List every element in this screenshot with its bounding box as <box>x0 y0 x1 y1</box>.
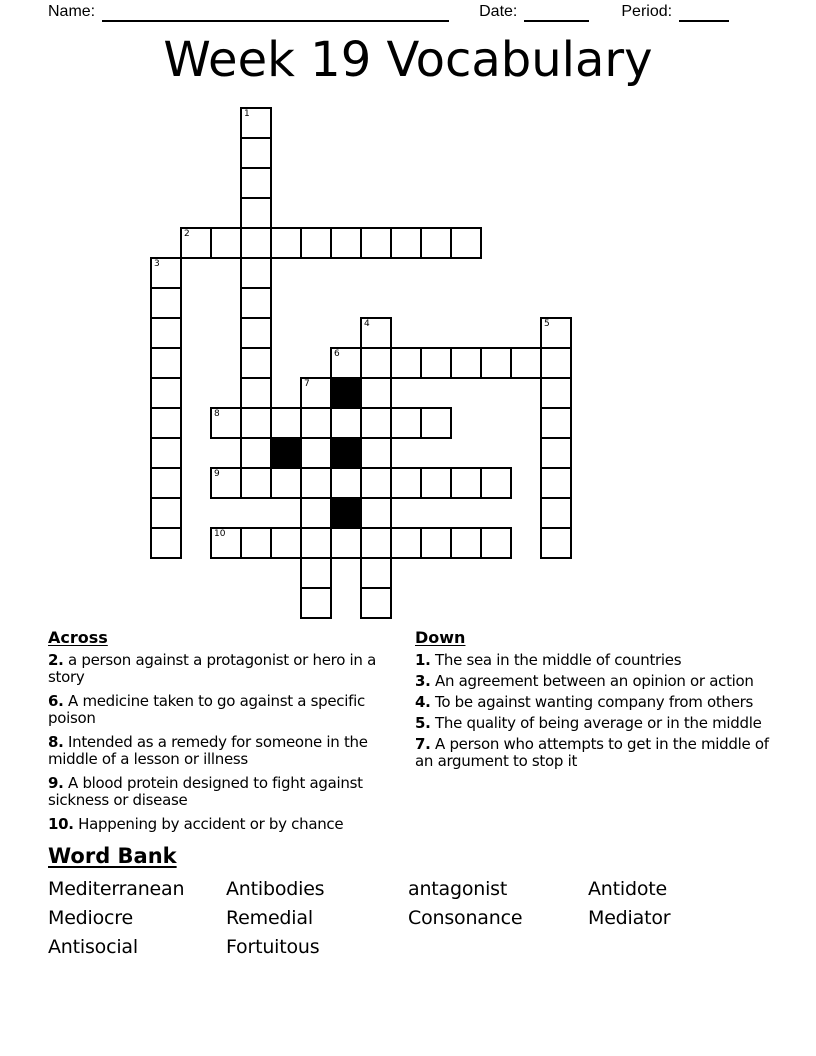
cell-number: 4 <box>364 319 370 329</box>
clues-section <box>48 628 770 840</box>
crossword-cell <box>240 197 272 229</box>
crossword-cell <box>240 527 272 559</box>
crossword-cell <box>300 377 332 409</box>
cell-number: 10 <box>214 529 226 539</box>
crossword-cell <box>420 527 452 559</box>
cell-number: 7 <box>304 379 310 389</box>
crossword-cell <box>390 407 422 439</box>
crossword-cell <box>420 467 452 499</box>
period-blank-line <box>679 1 729 22</box>
crossword-cell <box>360 527 392 559</box>
across-clue-6: 6. A medicine taken to go against a specific poison <box>48 692 365 727</box>
crossword-cell <box>360 587 392 619</box>
crossword-cell <box>540 497 572 529</box>
across-clues-column <box>48 628 398 840</box>
down-clues-column <box>415 628 770 774</box>
crossword-cell <box>480 467 512 499</box>
crossword-cell <box>300 437 332 469</box>
crossword-cell <box>390 347 422 379</box>
crossword-cell <box>210 227 242 259</box>
wordbank-word: Antibodies <box>226 878 325 900</box>
crossword-cell <box>540 467 572 499</box>
cell-number: 9 <box>214 469 220 479</box>
crossword-cell <box>270 527 302 559</box>
clue-number: 10. <box>48 815 74 833</box>
crossword-cell <box>360 497 392 529</box>
across-clue-list <box>48 652 398 833</box>
down-clue-5: 5. The quality of being average or in the middle <box>415 714 762 732</box>
word-bank-heading: Word Bank <box>48 844 177 868</box>
crossword-cell <box>390 227 422 259</box>
across-clue-9: 9. A blood protein designed to fight against sickness or disease <box>48 774 363 809</box>
crossword-cell <box>210 527 242 559</box>
crossword-cell <box>540 377 572 409</box>
crossword-cell <box>330 347 362 379</box>
clue-number: 7. <box>415 735 431 753</box>
crossword-cell <box>360 467 392 499</box>
crossword-cell <box>330 527 362 559</box>
crossword-cell <box>450 527 482 559</box>
down-clue-1: 1. The sea in the middle of countries <box>415 651 682 669</box>
crossword-cell <box>450 347 482 379</box>
wordbank-word: antagonist <box>408 878 508 900</box>
crossword-cell <box>150 257 182 289</box>
clue-number: 6. <box>48 692 64 710</box>
name-blank-line <box>102 1 449 22</box>
crossword-cell <box>360 227 392 259</box>
crossword-cell <box>180 227 212 259</box>
crossword-cell <box>330 407 362 439</box>
cell-number: 6 <box>334 349 340 359</box>
across-heading: Across <box>48 628 108 647</box>
crossword-cell <box>300 527 332 559</box>
crossword-cell <box>540 527 572 559</box>
name-label: Name: <box>48 3 96 20</box>
crossword-cell <box>480 347 512 379</box>
crossword-cell <box>150 347 182 379</box>
crossword-black-cell <box>270 437 302 469</box>
crossword-cell <box>450 467 482 499</box>
wordbank-word: Antisocial <box>48 936 138 958</box>
word-bank-section <box>48 843 776 962</box>
crossword-black-cell <box>330 497 362 529</box>
crossword-cell <box>390 467 422 499</box>
wordbank-word: Consonance <box>408 907 523 929</box>
crossword-cell <box>240 377 272 409</box>
crossword-cell <box>150 527 182 559</box>
crossword-cell <box>240 257 272 289</box>
crossword-cell <box>210 407 242 439</box>
wordbank-word: Remedial <box>226 907 313 929</box>
crossword-cell <box>240 167 272 199</box>
crossword-cell <box>240 347 272 379</box>
cell-number: 8 <box>214 409 220 419</box>
crossword-cell <box>360 407 392 439</box>
crossword-cell <box>150 287 182 319</box>
clue-number: 9. <box>48 774 64 792</box>
clue-number: 8. <box>48 733 64 751</box>
wordbank-word: Mediocre <box>48 907 133 929</box>
down-clue-list <box>415 652 770 770</box>
clue-number: 4. <box>415 693 431 711</box>
clue-number: 2. <box>48 651 64 669</box>
crossword-cell <box>300 557 332 589</box>
cell-number: 1 <box>244 109 250 119</box>
crossword-cell <box>540 347 572 379</box>
crossword-cell <box>240 317 272 349</box>
across-clue-2: 2. a person against a protagonist or hero in a story <box>48 651 376 686</box>
crossword-cell <box>390 527 422 559</box>
period-label: Period: <box>621 3 673 20</box>
crossword-cell <box>540 407 572 439</box>
word-bank-list <box>48 875 776 962</box>
crossword-cell <box>360 557 392 589</box>
across-clue-8: 8. Intended as a remedy for someone in the middle of a lesson or illness <box>48 733 368 768</box>
crossword-cell <box>420 347 452 379</box>
crossword-black-cell <box>330 377 362 409</box>
crossword-cell <box>330 227 362 259</box>
crossword-cell <box>270 467 302 499</box>
crossword-grid <box>150 107 574 621</box>
down-clue-7: 7. A person who attempts to get in the middle of an argument to stop it <box>415 735 769 770</box>
cell-number: 2 <box>184 229 190 239</box>
crossword-cell <box>240 137 272 169</box>
crossword-cell <box>450 227 482 259</box>
down-clue-3: 3. An agreement between an opinion or action <box>415 672 754 690</box>
page-title: Week 19 Vocabulary <box>163 32 653 88</box>
wordbank-word: Antidote <box>588 878 667 900</box>
crossword-cell <box>240 407 272 439</box>
crossword-cell <box>360 347 392 379</box>
wordbank-word: Mediterranean <box>48 878 185 900</box>
crossword-cell <box>540 317 572 349</box>
crossword-cell <box>300 497 332 529</box>
crossword-cell <box>420 227 452 259</box>
clue-number: 1. <box>415 651 431 669</box>
crossword-cell <box>510 347 542 379</box>
date-label: Date: <box>479 3 518 20</box>
name-date-period-row <box>48 2 776 22</box>
down-clue-4: 4. To be against wanting company from others <box>415 693 754 711</box>
crossword-cell <box>300 227 332 259</box>
cell-number: 5 <box>544 319 550 329</box>
crossword-cell <box>300 587 332 619</box>
wordbank-word: Fortuitous <box>226 936 320 958</box>
clue-number: 5. <box>415 714 431 732</box>
crossword-cell <box>150 317 182 349</box>
crossword-cell <box>150 407 182 439</box>
crossword-cell <box>480 527 512 559</box>
crossword-cell <box>360 377 392 409</box>
cell-number: 3 <box>154 259 160 269</box>
wordbank-word: Mediator <box>588 907 671 929</box>
clue-number: 3. <box>415 672 431 690</box>
crossword-black-cell <box>330 437 362 469</box>
crossword-cell <box>540 437 572 469</box>
down-heading: Down <box>415 628 466 647</box>
crossword-cell <box>240 437 272 469</box>
crossword-cell <box>240 227 272 259</box>
crossword-cell <box>270 407 302 439</box>
crossword-cell <box>330 467 362 499</box>
across-clue-10: 10. Happening by accident or by chance <box>48 815 344 833</box>
crossword-cell <box>300 467 332 499</box>
crossword-cell <box>150 467 182 499</box>
crossword-cell <box>240 287 272 319</box>
crossword-cell <box>240 467 272 499</box>
crossword-cell <box>360 317 392 349</box>
crossword-cell <box>240 107 272 139</box>
crossword-cell <box>150 497 182 529</box>
crossword-cell <box>150 377 182 409</box>
date-blank-line <box>524 1 589 22</box>
crossword-cell <box>420 407 452 439</box>
crossword-cell <box>210 467 242 499</box>
crossword-cell <box>150 437 182 469</box>
crossword-cell <box>270 227 302 259</box>
crossword-cell <box>360 437 392 469</box>
crossword-cell <box>300 407 332 439</box>
